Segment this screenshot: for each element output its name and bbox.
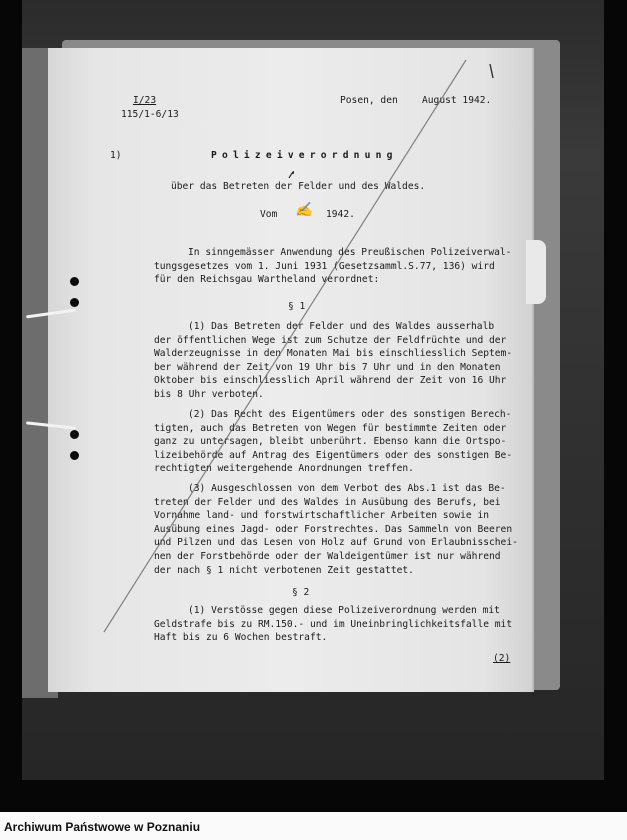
item-number: 1): [110, 150, 122, 161]
reference-number: 115/1-6/13: [121, 109, 179, 120]
archive-footer: [0, 812, 627, 840]
binder-hole-3: [70, 430, 79, 439]
s1-p3-line-2: treten der Felder und des Waldes in Ausübung des Berufs, bei: [154, 496, 501, 508]
document-title: Polizeiverordnung: [211, 150, 398, 161]
s1-p1-line-6: bis 8 Uhr verboten.: [154, 389, 264, 400]
s1-p3-line-4: Ausübung eines Jagd- oder Forstrechtes. Das Sammeln von Beeren: [154, 523, 513, 535]
binder-hole-4: [70, 451, 79, 460]
date-line-year: 1942.: [326, 209, 355, 220]
month-year: August 1942.: [422, 95, 492, 106]
intro-line-1: In sinngemässer Anwendung des Preußischen Polizeiverwal-: [188, 247, 512, 258]
s2-p1-line-3: Haft bis zu 6 Wochen bestraft.: [154, 632, 328, 644]
s1-p1-line-1: (1) Das Betreten der Felder und des Waldes ausserhalb: [188, 321, 495, 332]
s1-p1-line-2: der öffentlichen Wege ist zum Schutze der Feldfrüchte und der: [154, 334, 507, 346]
s1-p2-line-2: tigten, auch das Betreten von Wegen für bestimmte Zeiten oder: [154, 422, 507, 434]
s2-p1-line-1: (1) Verstösse gegen diese Polizeiverordnung werden mit: [188, 605, 500, 616]
s1-p1-line-4: ber während der Zeit von 19 Uhr bis 7 Uhr und in den Monaten: [154, 361, 501, 373]
page-tab: [526, 240, 546, 304]
file-number: I/23: [133, 95, 157, 106]
pencil-line: [104, 60, 466, 632]
s1-p3-line-5: und Pilzen und das Lesen von Holz auf Grund von Erlaubnisschei-: [154, 537, 518, 549]
binder-hole-1: [70, 277, 79, 286]
archive-name: Archiwum Państwowe w Poznaniu: [4, 820, 201, 834]
s2-p1-line-2: Geldstrafe bis zu RM.150.- und im Uneinbringlichkeitsfalle mit: [154, 618, 513, 630]
s1-p3-line-1: (3) Ausgeschlossen von dem Verbot des Abs.1 ist das Be-: [188, 483, 506, 494]
s1-p2-line-5: rechtigten weitergehende Anordnungen treffen.: [154, 463, 414, 475]
section-2-mark: § 2: [292, 587, 310, 598]
place-date: Posen, den: [340, 95, 398, 106]
s1-p2-line-3: ganz zu untersagen, bleibt unberührt. Ebenso kann die Ortspo-: [154, 436, 507, 448]
s1-p2-line-1: (2) Das Recht des Eigentümers oder des sonstigen Berech-: [188, 409, 512, 420]
s1-p1-line-5: Oktober bis einschliesslich April während der Zeit von 16 Uhr: [154, 375, 507, 387]
binder-hole-2: [70, 298, 79, 307]
pencil-tick: [490, 64, 493, 78]
s1-p2-line-4: lizeibehörde auf Antrag des Eigentümers oder des sonstigen Be-: [154, 449, 513, 461]
document-subtitle: über das Betreten der Felder und des Waldes.: [171, 181, 426, 192]
s1-p3-line-7: der nach § 1 nicht verbotenen Zeit gestattet.: [154, 564, 414, 576]
date-line-prefix: Vom: [260, 209, 278, 220]
s1-p3-line-6: nen der Forstbehörde oder der Waldeigentümer ist nur während: [154, 551, 501, 562]
intro-line-3: für den Reichsgau Wartheland verordnet:: [154, 274, 380, 286]
pencil-mark: [289, 172, 294, 178]
section-1-mark: § 1: [288, 301, 306, 312]
handwritten-day: ✍: [295, 202, 313, 218]
s1-p1-line-3: Walderzeugnisse in den Monaten Mai bis einschliesslich Septem-: [154, 348, 513, 360]
page-marker: (2): [493, 653, 511, 664]
s1-p3-line-3: Vornahme land- und forstwirtschaftlicher Arbeiten sowie in: [154, 510, 490, 522]
intro-line-2: tungsgesetzes vom 1. Juni 1931 (Gesetzsamml.S.77, 136) wird: [154, 260, 495, 272]
